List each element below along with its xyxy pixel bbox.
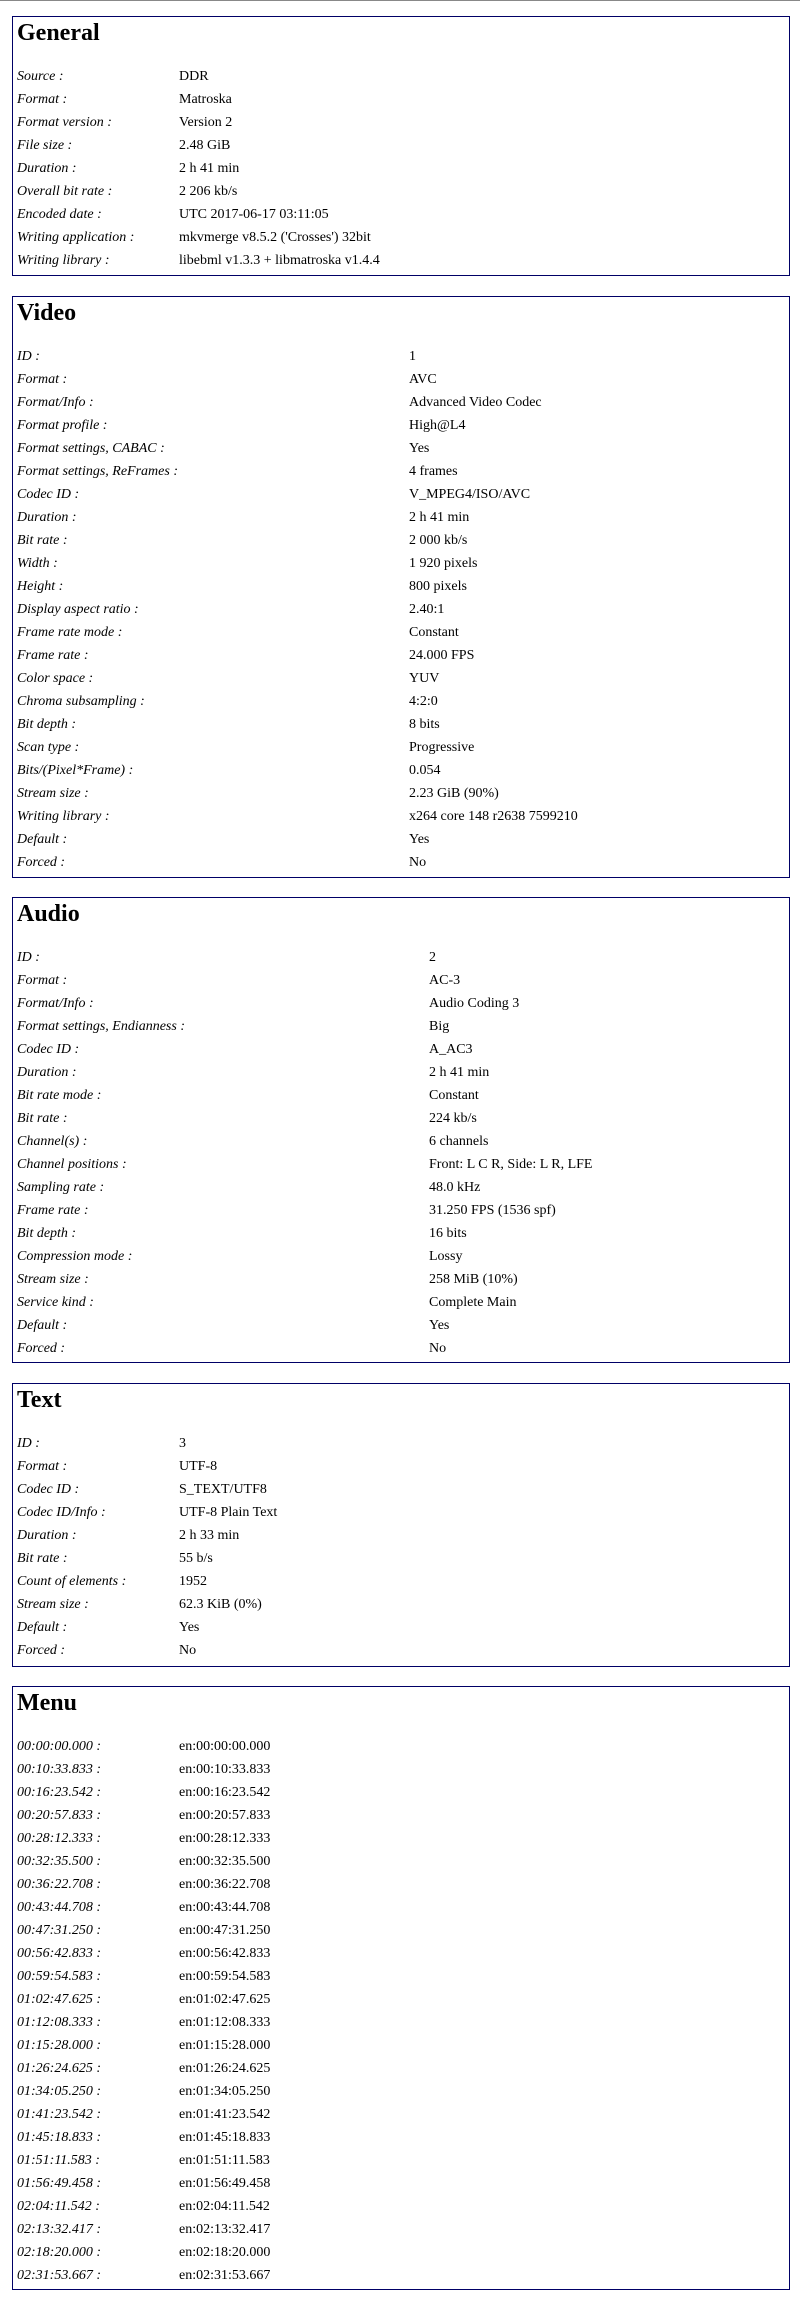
info-key: Channel(s) : — [17, 1134, 88, 1149]
info-key: Bits/(Pixel*Frame) : — [17, 763, 134, 778]
info-key: 01:41:23.542 : — [17, 2107, 101, 2122]
info-key: Format : — [17, 372, 68, 387]
info-key: ID : — [17, 349, 40, 364]
info-row — [17, 1570, 277, 1593]
info-row — [17, 759, 578, 782]
info-row — [17, 1758, 270, 1781]
info-key: 01:45:18.833 : — [17, 2130, 101, 2145]
info-row — [17, 1616, 277, 1639]
info-value: Audio Coding 3 — [429, 996, 520, 1011]
info-value: Version 2 — [179, 115, 233, 130]
info-row — [17, 1314, 592, 1337]
info-row — [17, 805, 578, 828]
info-key: ID : — [17, 1436, 40, 1451]
info-key: 00:43:44.708 : — [17, 1900, 101, 1915]
info-key: 00:00:00.000 : — [17, 1739, 101, 1754]
text-section-title: Text — [17, 1387, 62, 1413]
info-row — [17, 1804, 270, 1827]
info-value: en:01:41:23.542 — [179, 2107, 271, 2122]
info-key: Codec ID : — [17, 1042, 80, 1057]
info-value: Matroska — [179, 92, 232, 107]
info-value: en:01:45:18.833 — [179, 2130, 271, 2145]
info-value: 258 MiB (10%) — [429, 1272, 518, 1287]
info-key: Bit depth : — [17, 717, 77, 732]
info-row — [17, 226, 380, 249]
info-key: 01:34:05.250 : — [17, 2084, 101, 2099]
info-value: High@L4 — [409, 418, 466, 433]
info-value: Yes — [179, 1620, 200, 1635]
info-value: 2 000 kb/s — [409, 533, 468, 548]
info-key: 01:56:49.458 : — [17, 2176, 101, 2191]
info-key: 02:13:32.417 : — [17, 2222, 101, 2237]
info-row — [17, 1942, 270, 1965]
info-value: en:00:10:33.833 — [179, 1762, 271, 1777]
info-key: Format settings, CABAC : — [17, 441, 165, 456]
info-key: Writing library : — [17, 253, 110, 268]
info-value: en:01:34:05.250 — [179, 2084, 271, 2099]
info-value: 2 — [429, 950, 436, 965]
info-value: 4:2:0 — [409, 694, 438, 709]
info-value: 48.0 kHz — [429, 1180, 481, 1195]
info-value: en:00:36:22.708 — [179, 1877, 271, 1892]
audio-section — [12, 897, 790, 1363]
info-value: UTF-8 Plain Text — [179, 1505, 278, 1520]
info-key: 02:18:20.000 : — [17, 2245, 101, 2260]
info-row — [17, 851, 578, 874]
info-key: 00:56:42.833 : — [17, 1946, 101, 1961]
info-value: en:01:56:49.458 — [179, 2176, 271, 2191]
info-value: 2 206 kb/s — [179, 184, 238, 199]
info-key: Format : — [17, 92, 68, 107]
info-row — [17, 1639, 277, 1662]
info-value: AVC — [409, 372, 437, 387]
info-key: Bit rate : — [17, 1551, 68, 1566]
info-value: 55 b/s — [179, 1551, 213, 1566]
info-row — [17, 1781, 270, 1804]
info-key: 02:04:11.542 : — [17, 2199, 100, 2214]
info-row — [17, 2149, 270, 2172]
info-key: Codec ID : — [17, 487, 80, 502]
info-row — [17, 483, 578, 506]
info-value: en:00:47:31.250 — [179, 1923, 271, 1938]
info-row — [17, 157, 380, 180]
info-row — [17, 1501, 277, 1524]
info-value: en:02:04:11.542 — [179, 2199, 270, 2214]
info-key: Duration : — [17, 510, 77, 525]
info-row — [17, 1337, 592, 1360]
info-value: Constant — [429, 1088, 479, 1103]
info-value: 0.054 — [409, 763, 441, 778]
info-key: Display aspect ratio : — [17, 602, 139, 617]
info-row — [17, 65, 380, 88]
menu-section-title: Menu — [17, 1690, 77, 1716]
info-value: DDR — [179, 69, 209, 84]
info-key: 02:31:53.667 : — [17, 2268, 101, 2283]
info-value: Yes — [409, 832, 430, 847]
info-key: Frame rate : — [17, 1203, 89, 1218]
info-key: Writing library : — [17, 809, 110, 824]
info-value: 2 h 41 min — [179, 161, 240, 176]
info-value: Yes — [429, 1318, 450, 1333]
info-row — [17, 1222, 592, 1245]
info-value: A_AC3 — [429, 1042, 473, 1057]
info-row — [17, 2218, 270, 2241]
info-value: en:02:13:32.417 — [179, 2222, 271, 2237]
info-row — [17, 345, 578, 368]
info-row — [17, 2011, 270, 2034]
info-key: Duration : — [17, 161, 77, 176]
info-key: Duration : — [17, 1065, 77, 1080]
info-row — [17, 529, 578, 552]
info-value: libebml v1.3.3 + libmatroska v1.4.4 — [179, 253, 380, 268]
info-row — [17, 2057, 270, 2080]
info-row — [17, 1896, 270, 1919]
info-key: Sampling rate : — [17, 1180, 105, 1195]
menu-section — [12, 1686, 790, 2290]
info-key: Width : — [17, 556, 58, 571]
general-section — [12, 16, 790, 276]
info-row — [17, 1153, 592, 1176]
info-key: Scan type : — [17, 740, 80, 755]
info-key: 01:02:47.625 : — [17, 1992, 101, 2007]
info-value: Yes — [409, 441, 430, 456]
info-key: Format settings, Endianness : — [17, 1019, 185, 1034]
info-row — [17, 1107, 592, 1130]
info-key: 00:32:35.500 : — [17, 1854, 101, 1869]
info-key: 00:59:54.583 : — [17, 1969, 101, 1984]
info-value: 2 h 33 min — [179, 1528, 240, 1543]
info-row — [17, 1130, 592, 1153]
info-value: Progressive — [409, 740, 475, 755]
info-key: Codec ID/Info : — [17, 1505, 106, 1520]
info-row — [17, 552, 578, 575]
info-row — [17, 969, 592, 992]
info-key: Default : — [17, 1620, 68, 1635]
info-value: 6 channels — [429, 1134, 489, 1149]
info-row — [17, 2080, 270, 2103]
info-row — [17, 1988, 270, 2011]
text-info-table — [17, 1432, 277, 1662]
info-key: 00:10:33.833 : — [17, 1762, 101, 1777]
info-key: Chroma subsampling : — [17, 694, 145, 709]
info-row — [17, 1176, 592, 1199]
info-value: 3 — [179, 1436, 186, 1451]
info-row — [17, 2034, 270, 2057]
info-value: UTF-8 — [179, 1459, 218, 1474]
info-row — [17, 368, 578, 391]
info-value: Lossy — [429, 1249, 463, 1264]
info-key: Stream size : — [17, 1597, 89, 1612]
info-key: Count of elements : — [17, 1574, 127, 1589]
info-key: Format/Info : — [17, 395, 94, 410]
info-row — [17, 437, 578, 460]
info-value: 2.40:1 — [409, 602, 445, 617]
info-key: Frame rate mode : — [17, 625, 123, 640]
info-row — [17, 690, 578, 713]
info-row — [17, 1038, 592, 1061]
info-value: 1952 — [179, 1574, 207, 1589]
info-value: Constant — [409, 625, 459, 640]
info-row — [17, 782, 578, 805]
info-row — [17, 1850, 270, 1873]
info-value: 16 bits — [429, 1226, 467, 1241]
info-key: Format settings, ReFrames : — [17, 464, 178, 479]
info-key: 01:51:11.583 : — [17, 2153, 100, 2168]
info-row — [17, 460, 578, 483]
info-key: Codec ID : — [17, 1482, 80, 1497]
info-value: S_TEXT/UTF8 — [179, 1482, 267, 1497]
info-key: Bit rate mode : — [17, 1088, 102, 1103]
info-row — [17, 134, 380, 157]
info-row — [17, 88, 380, 111]
info-value: mkvmerge v8.5.2 ('Crosses') 32bit — [179, 230, 371, 245]
info-row — [17, 1268, 592, 1291]
audio-section-title: Audio — [17, 901, 80, 927]
info-row — [17, 1547, 277, 1570]
info-row — [17, 2195, 270, 2218]
info-row — [17, 2103, 270, 2126]
info-value: en:00:32:35.500 — [179, 1854, 271, 1869]
info-value: en:00:20:57.833 — [179, 1808, 271, 1823]
info-row — [17, 1245, 592, 1268]
info-key: Bit rate : — [17, 533, 68, 548]
info-row — [17, 1084, 592, 1107]
info-value: en:00:43:44.708 — [179, 1900, 271, 1915]
info-key: Stream size : — [17, 1272, 89, 1287]
general-info-table — [17, 65, 380, 272]
info-row — [17, 1873, 270, 1896]
info-value: 2.48 GiB — [179, 138, 231, 153]
info-value: en:00:56:42.833 — [179, 1946, 271, 1961]
info-row — [17, 111, 380, 134]
info-value: 224 kb/s — [429, 1111, 477, 1126]
info-row — [17, 249, 380, 272]
info-row — [17, 1735, 270, 1758]
info-key: Forced : — [17, 1643, 66, 1658]
info-row — [17, 2172, 270, 2195]
info-key: Format version : — [17, 115, 112, 130]
info-row — [17, 575, 578, 598]
info-key: Bit rate : — [17, 1111, 68, 1126]
info-row — [17, 506, 578, 529]
info-key: Writing application : — [17, 230, 135, 245]
info-key: Format : — [17, 1459, 68, 1474]
info-value: x264 core 148 r2638 7599210 — [409, 809, 578, 824]
info-value: 8 bits — [409, 717, 440, 732]
info-value: 800 pixels — [409, 579, 467, 594]
info-value: YUV — [409, 671, 440, 686]
video-section-title: Video — [17, 300, 77, 326]
info-value: en:02:31:53.667 — [179, 2268, 271, 2283]
info-key: Service kind : — [17, 1295, 94, 1310]
video-section — [12, 296, 790, 878]
info-row — [17, 644, 578, 667]
info-key: 00:16:23.542 : — [17, 1785, 101, 1800]
info-row — [17, 1455, 277, 1478]
info-row — [17, 667, 578, 690]
info-row — [17, 180, 380, 203]
info-row — [17, 1291, 592, 1314]
info-key: 00:20:57.833 : — [17, 1808, 101, 1823]
info-key: 00:36:22.708 : — [17, 1877, 101, 1892]
info-key: ID : — [17, 950, 40, 965]
info-key: Color space : — [17, 671, 94, 686]
info-value: Advanced Video Codec — [409, 395, 542, 410]
info-row — [17, 1965, 270, 1988]
info-key: Compression mode : — [17, 1249, 133, 1264]
info-row — [17, 1827, 270, 1850]
info-row — [17, 598, 578, 621]
info-value: 2.23 GiB (90%) — [409, 786, 499, 801]
info-key: Default : — [17, 1318, 68, 1333]
info-row — [17, 828, 578, 851]
info-key: Forced : — [17, 1341, 66, 1356]
info-key: 00:47:31.250 : — [17, 1923, 101, 1938]
info-value: AC-3 — [429, 973, 461, 988]
info-key: Default : — [17, 832, 68, 847]
info-value: UTC 2017-06-17 03:11:05 — [179, 207, 329, 222]
info-value: en:00:59:54.583 — [179, 1969, 271, 1984]
info-row — [17, 1524, 277, 1547]
info-row — [17, 736, 578, 759]
info-key: 01:15:28.000 : — [17, 2038, 101, 2053]
info-value: en:00:28:12.333 — [179, 1831, 271, 1846]
info-key: Format profile : — [17, 418, 108, 433]
info-key: Format/Info : — [17, 996, 94, 1011]
info-row — [17, 1478, 277, 1501]
info-value: 2 h 41 min — [429, 1065, 490, 1080]
general-section-title: General — [17, 20, 100, 46]
info-row — [17, 414, 578, 437]
info-key: Format : — [17, 973, 68, 988]
info-row — [17, 203, 380, 226]
info-value: No — [429, 1341, 447, 1356]
info-key: Overall bit rate : — [17, 184, 113, 199]
info-key: Bit depth : — [17, 1226, 77, 1241]
info-key: Source : — [17, 69, 64, 84]
menu-info-table — [17, 1735, 270, 2287]
info-key: 00:28:12.333 : — [17, 1831, 101, 1846]
info-value: 4 frames — [409, 464, 458, 479]
audio-info-table — [17, 946, 592, 1360]
info-value: en:00:00:00.000 — [179, 1739, 271, 1754]
info-value: V_MPEG4/ISO/AVC — [409, 487, 531, 502]
info-value: No — [409, 855, 427, 870]
info-row — [17, 1432, 277, 1455]
info-key: File size : — [17, 138, 73, 153]
info-key: 01:12:08.333 : — [17, 2015, 101, 2030]
info-value: Complete Main — [429, 1295, 517, 1310]
info-row — [17, 621, 578, 644]
video-info-table — [17, 345, 578, 874]
info-value: 31.250 FPS (1536 spf) — [429, 1203, 556, 1218]
info-value: en:01:26:24.625 — [179, 2061, 271, 2076]
info-value: 1 — [409, 349, 416, 364]
info-row — [17, 391, 578, 414]
info-row — [17, 713, 578, 736]
info-key: Frame rate : — [17, 648, 89, 663]
info-row — [17, 1593, 277, 1616]
info-key: Duration : — [17, 1528, 77, 1543]
info-value: 2 h 41 min — [409, 510, 470, 525]
info-value: en:01:12:08.333 — [179, 2015, 271, 2030]
info-value: Front: L C R, Side: L R, LFE — [429, 1157, 593, 1172]
info-value: Big — [429, 1019, 450, 1034]
info-key: Stream size : — [17, 786, 89, 801]
info-key: Forced : — [17, 855, 66, 870]
info-value: en:01:02:47.625 — [179, 1992, 271, 2007]
info-row — [17, 1061, 592, 1084]
info-value: 62.3 KiB (0%) — [179, 1597, 262, 1612]
info-value: en:01:15:28.000 — [179, 2038, 271, 2053]
info-value: 1 920 pixels — [409, 556, 478, 571]
info-row — [17, 1199, 592, 1222]
text-section — [12, 1383, 790, 1667]
info-row — [17, 946, 592, 969]
info-key: 01:26:24.625 : — [17, 2061, 101, 2076]
info-value: en:01:51:11.583 — [179, 2153, 270, 2168]
info-key: Encoded date : — [17, 207, 102, 222]
info-value: en:00:16:23.542 — [179, 1785, 271, 1800]
info-row — [17, 1919, 270, 1942]
info-value: No — [179, 1643, 197, 1658]
info-row — [17, 2264, 270, 2287]
info-key: Height : — [17, 579, 64, 594]
info-row — [17, 1015, 592, 1038]
info-row — [17, 992, 592, 1015]
info-key: Channel positions : — [17, 1157, 127, 1172]
info-value: 24.000 FPS — [409, 648, 475, 663]
info-value: en:02:18:20.000 — [179, 2245, 271, 2260]
info-row — [17, 2241, 270, 2264]
info-row — [17, 2126, 270, 2149]
